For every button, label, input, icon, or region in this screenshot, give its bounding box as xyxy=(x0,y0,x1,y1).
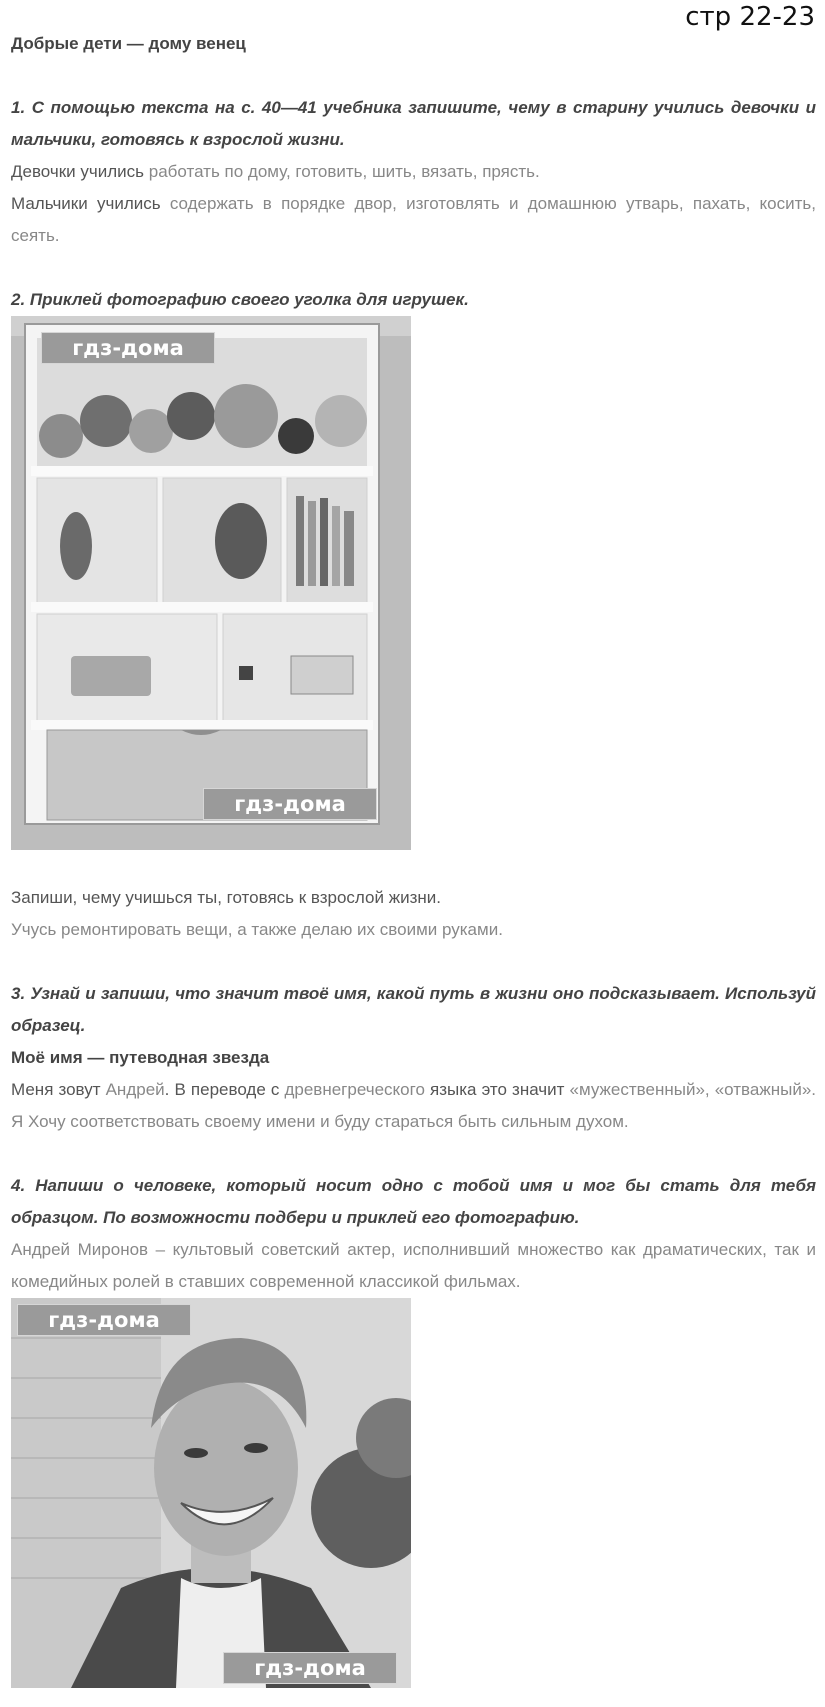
girls-lead: Девочки учились xyxy=(11,162,145,181)
girls-answer: работать по дому, готовить, шить, вязать, прясть. xyxy=(144,162,540,181)
task-3-answer: Меня зовут Андрей. В переводе с древнегреческого языка это значит «мужественный», «отважный». Я Хочу соответствовать своему имени и буду стараться быть сильным духом. xyxy=(11,1080,816,1131)
page-content xyxy=(11,28,816,1688)
watermark-bottom: гдз-дома xyxy=(223,1652,397,1684)
page-number: стр 22-23 xyxy=(685,2,815,32)
task-2-question: 2. Приклей фотографию своего уголка для игрушек. xyxy=(11,290,469,309)
task-1-question: 1. С помощью текста на с. 40—41 учебника запишите, чему в старину учились девочки и мальчики, готовясь к взрослой жизни. xyxy=(11,98,816,149)
task-4-answer: Андрей Миронов – культовый советский актер, исполнивший множество как драматических, так и комедийных ролей в ставших современной классикой фильмах. xyxy=(11,1240,816,1291)
portrait-illustration xyxy=(11,1298,411,1688)
boys-lead: Мальчики учились xyxy=(11,194,161,213)
task-4-question: 4. Напиши о человеке, который носит одно с тобой имя и мог бы стать для тебя образцом. По возможности подбери и приклей его фотографию. xyxy=(11,1176,816,1227)
toy-shelf-photo xyxy=(11,316,411,850)
watermark-bottom: гдз-дома xyxy=(203,788,377,820)
task-2-prompt: Запиши, чему учишься ты, готовясь к взрослой жизни. xyxy=(11,888,441,907)
watermark-top: гдз-дома xyxy=(41,332,215,364)
task-2-answer: Учусь ремонтировать вещи, а также делаю их своими руками. xyxy=(11,920,503,939)
boys-answer: содержать в порядке двор, изготовлять и домашнюю утварь, пахать, косить, сеять. xyxy=(11,194,816,245)
task-3-question: 3. Узнай и запиши, что значит твоё имя, какой путь в жизни оно подсказывает. Используй образец. xyxy=(11,984,816,1035)
page-title: Добрые дети — дому венец xyxy=(11,34,246,53)
watermark-top: гдз-дома xyxy=(17,1304,191,1336)
task-1-girls-answer xyxy=(11,156,816,188)
task-3-subheading: Моё имя — путеводная звезда xyxy=(11,1048,270,1067)
toy-shelf-illustration xyxy=(11,316,411,850)
task-1-boys-answer xyxy=(11,188,816,252)
portrait-photo xyxy=(11,1298,411,1688)
